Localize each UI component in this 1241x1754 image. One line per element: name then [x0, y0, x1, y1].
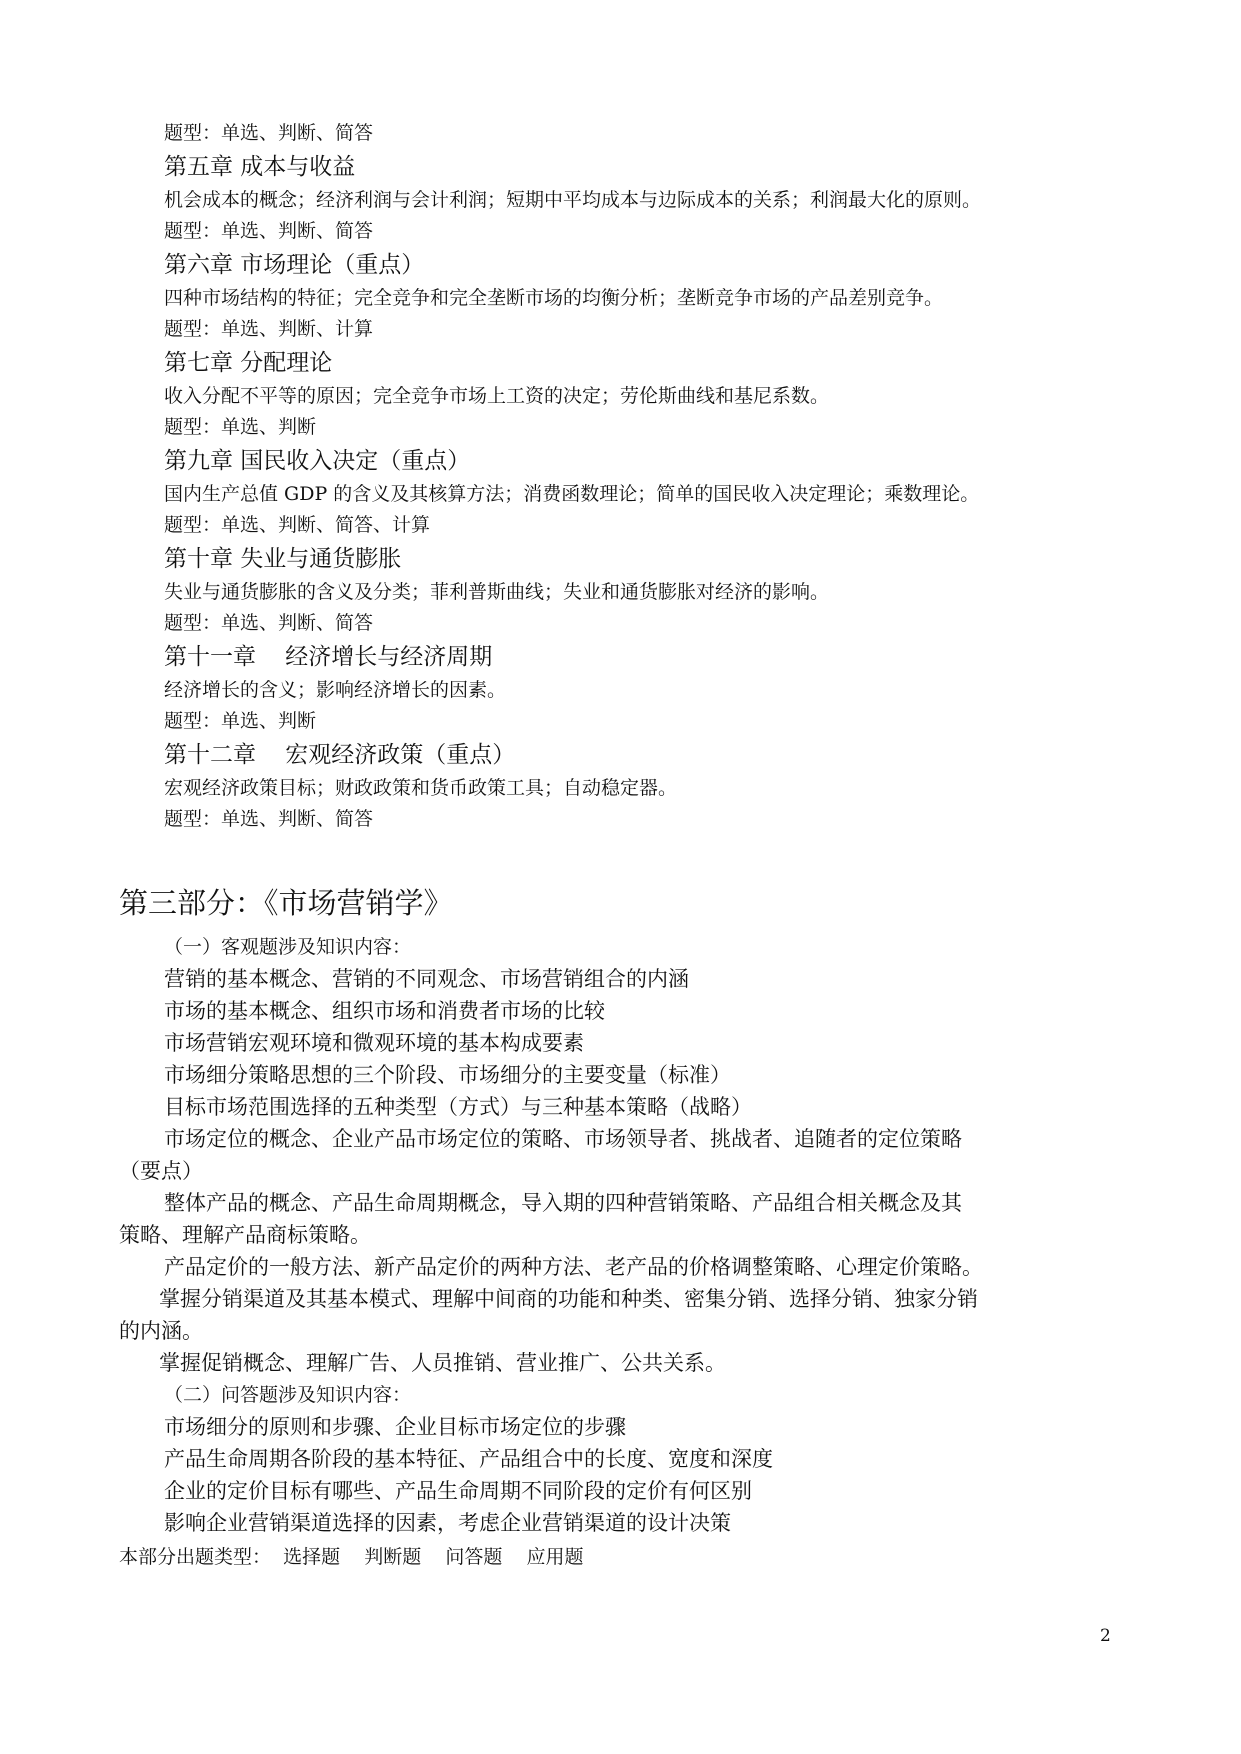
objective-item-1: 营销的基本概念、营销的不同观念、市场营销组合的内涵 — [164, 967, 689, 991]
chapter-9-title: 第九章 国民收入决定（重点） — [164, 448, 471, 474]
qa-item-1: 市场细分的原则和步骤、企业目标市场定位的步骤 — [164, 1415, 626, 1439]
qa-item-4: 影响企业营销渠道选择的因素，考虑企业营销渠道的设计决策 — [164, 1511, 731, 1535]
part-3-heading: 第三部分：《市场营销学》 — [119, 886, 453, 920]
chapter-11-content: 经济增长的含义；影响经济增长的因素。 — [164, 679, 507, 701]
chapter-6-question-types: 题型：单选、判断、计算 — [164, 318, 374, 340]
objective-item-10: 掌握促销概念、理解广告、人员推销、营业推广、公共关系。 — [159, 1351, 726, 1375]
objective-item-7-continued: 策略、理解产品商标策略。 — [119, 1223, 371, 1247]
chapter-7-content: 收入分配不平等的原因；完全竞争市场上工资的决定；劳伦斯曲线和基尼系数。 — [164, 385, 830, 407]
chapter-12-question-types: 题型：单选、判断、简答 — [164, 808, 374, 830]
question-types-ch4: 题型：单选、判断、简答 — [164, 122, 374, 144]
chapter-12-content: 宏观经济政策目标；财政政策和货币政策工具；自动稳定器。 — [164, 777, 678, 799]
chapter-11-question-types: 题型：单选、判断 — [164, 710, 317, 732]
qa-section-label: （二）问答题涉及知识内容： — [164, 1384, 412, 1406]
objective-item-9-continued: 的内涵。 — [119, 1319, 203, 1343]
objective-item-7: 整体产品的概念、产品生命周期概念，导入期的四种营销策略、产品组合相关概念及其 — [164, 1191, 962, 1215]
chapter-11-title: 第十一章 经济增长与经济周期 — [164, 644, 493, 670]
objective-item-4: 市场细分策略思想的三个阶段、市场细分的主要变量（标准） — [164, 1063, 731, 1087]
chapter-7-question-types: 题型：单选、判断 — [164, 416, 317, 438]
chapter-9-content: 国内生产总值 GDP 的含义及其核算方法；消费函数理论；简单的国民收入决定理论；乘数理论。 — [164, 483, 980, 505]
chapter-10-question-types: 题型：单选、判断、简答 — [164, 612, 374, 634]
qa-item-3: 企业的定价目标有哪些、产品生命周期不同阶段的定价有何区别 — [164, 1479, 752, 1503]
chapter-7-title: 第七章 分配理论 — [164, 350, 333, 376]
chapter-5-content: 机会成本的概念；经济利润与会计利润；短期中平均成本与边际成本的关系；利润最大化的原则。 — [164, 189, 982, 211]
objective-item-9: 掌握分销渠道及其基本模式、理解中间商的功能和种类、密集分销、选择分销、独家分销 — [159, 1287, 978, 1311]
chapter-9-question-types: 题型：单选、判断、简答、计算 — [164, 514, 431, 536]
objective-item-5: 目标市场范围选择的五种类型（方式）与三种基本策略（战略） — [164, 1095, 752, 1119]
page-number: 2 — [1100, 1626, 1111, 1646]
chapter-6-content: 四种市场结构的特征；完全竞争和完全垄断市场的均衡分析；垄断竞争市场的产品差别竞争。 — [164, 287, 944, 309]
question-types-summary: 本部分出题类型： 选择题 判断题 问答题 应用题 — [119, 1546, 584, 1568]
objective-item-6: 市场定位的概念、企业产品市场定位的策略、市场领导者、挑战者、追随者的定位策略 — [164, 1127, 962, 1151]
chapter-5-title: 第五章 成本与收益 — [164, 154, 356, 180]
chapter-5-question-types: 题型：单选、判断、简答 — [164, 220, 374, 242]
objective-section-label: （一）客观题涉及知识内容： — [164, 936, 412, 958]
chapter-12-title: 第十二章 宏观经济政策（重点） — [164, 742, 516, 768]
chapter-10-content: 失业与通货膨胀的含义及分类；菲利普斯曲线；失业和通货膨胀对经济的影响。 — [164, 581, 830, 603]
chapter-6-title: 第六章 市场理论（重点） — [164, 252, 425, 278]
objective-item-2: 市场的基本概念、组织市场和消费者市场的比较 — [164, 999, 605, 1023]
objective-item-6-continued: （要点） — [119, 1159, 203, 1183]
objective-item-8: 产品定价的一般方法、新产品定价的两种方法、老产品的价格调整策略、心理定价策略。 — [164, 1255, 983, 1279]
objective-item-3: 市场营销宏观环境和微观环境的基本构成要素 — [164, 1031, 584, 1055]
chapter-10-title: 第十章 失业与通货膨胀 — [164, 546, 402, 572]
qa-item-2: 产品生命周期各阶段的基本特征、产品组合中的长度、宽度和深度 — [164, 1447, 773, 1471]
